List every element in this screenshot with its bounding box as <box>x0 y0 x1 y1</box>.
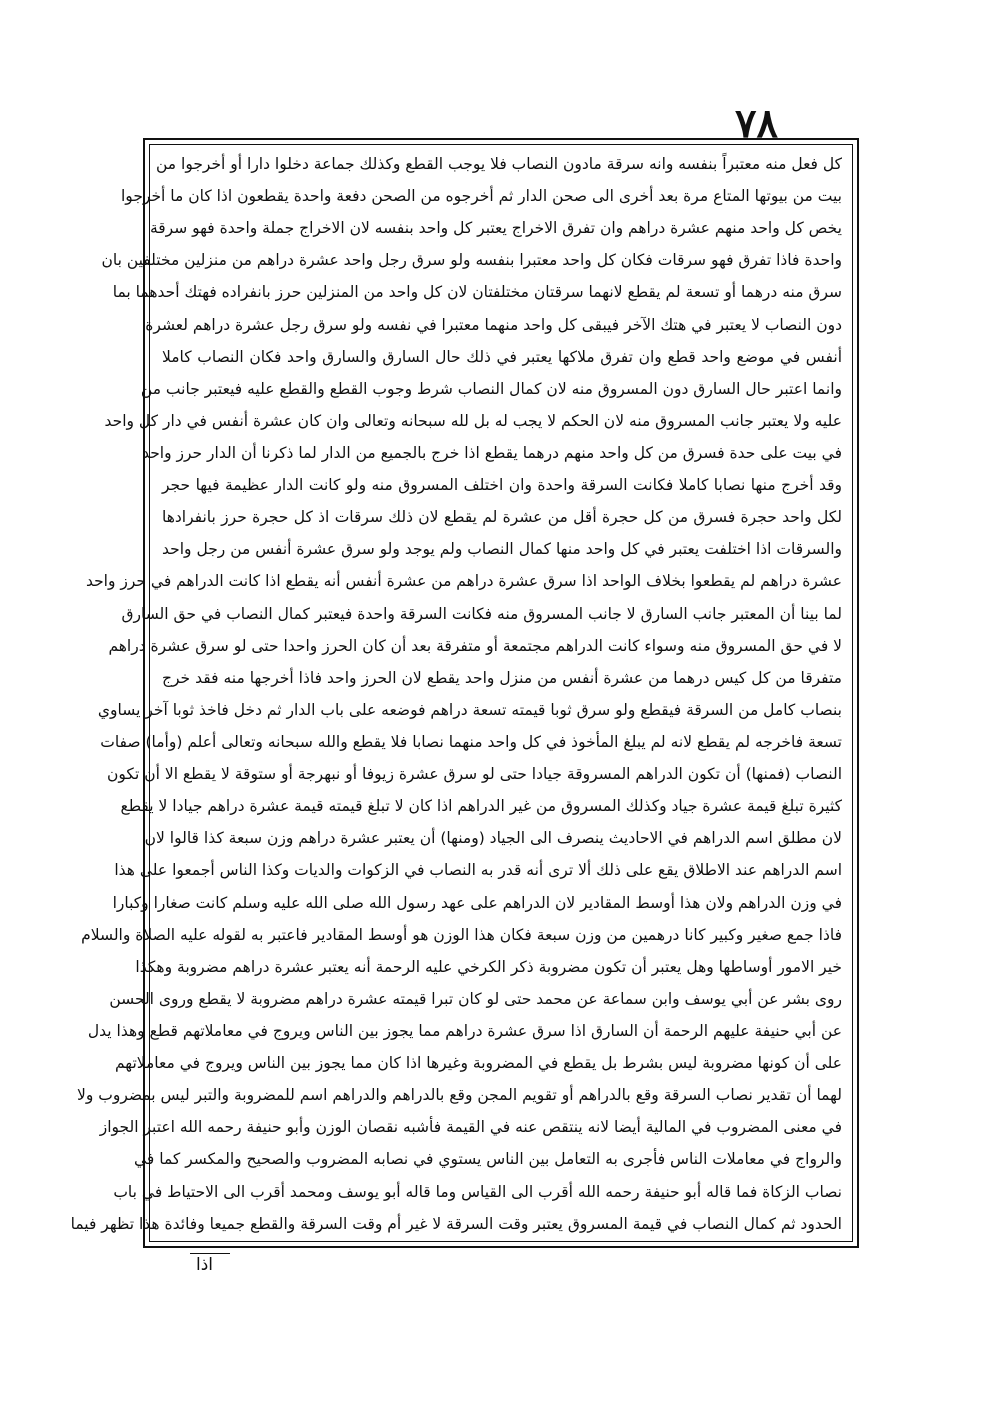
text-line: لا في حق المسروق منه وسواء كانت الدراهم مجتمعة أو متفرقة بعد أن كان الحرز واحدا حتى لو سرق عشرة دراهم <box>108 636 842 655</box>
text-line: واحدة فاذا تفرق فهو سرقات فكان كل واحد معتبرا بنفسه ولو سرق رجل واحد عشرة دراهم من منزلين مختلفين بان <box>101 251 842 270</box>
text-line: كل فعل منه معتبراً بنفسه وانه سرقة مادون النصاب فلا يوجب القطع وكذلك جماعة دخلوا دارا أو أخرجوا من <box>156 155 842 173</box>
text-line: أنفس في موضع واحد قطع وان تفرق ملاكها يعتبر في ذلك حال السارق والسارق واحد فكان النصاب كاملا <box>162 347 842 366</box>
text-line: عن أبي حنيفة عليهم الرحمة أن السارق اذا سرق عشرة دراهم مما يجوز بين الناس ويروج في معاملاتهم قطع وهذا يدل <box>87 1021 842 1040</box>
text-line: عشرة دراهم لم يقطعوا بخلاف الواحد اذا سرق عشرة دراهم من عشرة أنفس أنه يقطع اذا كانت الدراهم في حرز واحد <box>85 572 842 591</box>
text-line: في معنى المضروب في المالية أيضا لانه ينتقص عنه في القيمة فأشبه نقصان الوزن وأبو حنيفة رحمه الله اعتبر الجواز <box>99 1118 842 1137</box>
text-line: لكل واحد حجرة فسرق من كل حجرة أقل من عشرة لم يقطع لان ذلك سرقات اذ كل حجرة حرز بانفرادها <box>162 508 842 527</box>
text-line: بنصاب كامل من السرقة فيقطع ولو سرق ثوبا قيمته تسعة دراهم فوضعه على باب الدار ثم دخل فاخذ ثوبا آخر يساوي <box>97 700 842 719</box>
catchword: اذا <box>196 1255 214 1275</box>
text-line: اسم الدراهم عند الاطلاق يقع على ذلك ألا ترى أنه قدر به النصاب في الزكوات والديات وكذا الناس أجمعوا على هذا <box>114 861 842 880</box>
text-line: على أن كونها مضروبة ليس بشرط بل يقطع في المضروبة وغيرها اذا كان مما يجوز بين الناس ويروج في معاملاتهم <box>114 1054 842 1073</box>
text-line: خير الامور أوساطها وهل يعتبر أن تكون مضروبة ذكر الكرخي عليه الرحمة أنه يعتبر عشرة دراهم مضروبة وهكذا <box>135 957 842 976</box>
text-line: وانما اعتبر حال السارق دون المسروق منه لان كمال النصاب شرط وجوب القطع والقطع عليه فيعتبر جانب من <box>140 379 842 398</box>
text-line: روى بشر عن أبي يوسف وابن سماعة عن محمد حتى لو كان تبرا قيمته عشرة دراهم مضروبة لا يقطع وروى الحسن <box>109 989 842 1008</box>
text-line: وقد أخرج منها نصابا كاملا فكانت السرقة واحدة وان اختلف المسروق منه ولو كانت الدار عظيمة فيها حجر <box>162 476 842 495</box>
text-line: سرق منه درهما أو تسعة لم يقطع لانهما سرقتان مختلفتان لان كل واحد من المنزلين حرز بانفراده فهتك أحدهما بما <box>112 283 842 302</box>
text-line: نصاب الزكاة فما قاله أبو حنيفة رحمه الله أقرب الى القياس وما قاله أبو يوسف ومحمد أقرب الى الاحتياط في باب <box>113 1182 842 1201</box>
text-line: لهما أن تقدير نصاب السرقة وقع بالدراهم أو تقويم المجن وقع بالدراهم والدراهم اسم للمضروبة والتبر ليس بمضروب ولا <box>76 1086 842 1105</box>
text-line: النصاب (فمنها) أن تكون الدراهم المسروقة جيادا حتى لو سرق عشرة زيوفا أو نبهرجة أو ستوقة لا يقطع الا أن تكون <box>107 765 842 784</box>
body-text <box>70 152 842 1236</box>
text-line: لما بينا أن المعتبر جانب السارق لا جانب المسروق منه فكانت السرقة واحدة فيعتبر كمال النصاب في حق السارق <box>121 604 842 623</box>
text-line: الحدود ثم كمال النصاب في قيمة المسروق يعتبر وقت السرقة لا غير أم وقت السرقة والقطع جميعا وفائدة هذا تظهر فيما <box>70 1214 842 1233</box>
text-line: بيت من بيوتها المتاع مرة بعد أخرى الى صحن الدار ثم أخرجوه من الصحن دفعة واحدة يقطعون اذا كان ما أخرجوا <box>121 187 842 206</box>
text-line: فاذا جمع صغير وكبير كانا درهمين من وزن سبعة فكان هذا الوزن هو أوسط المقادير فاعتبر به لقوله عليه الصلاة والسلام <box>81 925 842 944</box>
text-line: والرواج في معاملات الناس فأجرى به التعامل بين الناس يستوي في نصابه المضروب والصحيح والمكسر كما في <box>133 1150 842 1169</box>
text-line: لان مطلق اسم الدراهم في الاحاديث ينصرف الى الجياد (ومنها) أن يعتبر عشرة دراهم وزن سبعة كذا قالوا لان <box>144 829 842 848</box>
text-line: في وزن الدراهم ولان هذا أوسط المقادير لان الدراهم على عهد رسول الله صلى الله عليه وسلم كانت صغارا وكبارا <box>112 893 842 912</box>
page-number: ٧٨ <box>735 100 778 147</box>
text-line: عليه ولا يعتبر جانب المسروق منه لان الحكم لا يجب له بل لله سبحانه وتعالى وان كان عشرة أنفس في دار كل واحد <box>104 411 842 430</box>
text-line: دون النصاب لا يعتبر في هتك الآخر فيبقى كل واحد منهما معتبرا في نفسه ولو سرق رجل عشرة دراهم لعشرة <box>145 315 842 334</box>
text-line: في بيت على حدة فسرق من كل واحد منهم درهما يقطع اذا خرج بالجميع من الدار لما ذكرنا أن الدار حرز واحد <box>142 443 842 462</box>
text-line: متفرقا من كل كيس درهما من عشرة أنفس من منزل واحد يقطع لان الحرز واحد فاذا أخرجها منه فقد خرج <box>162 668 842 687</box>
text-line: تسعة فاخرجه لم يقطع لانه لم يبلغ المأخوذ في كل واحد منهما نصابا فلا يقطع والله سبحانه وتعالى أعلم (وأما) صفات <box>100 732 842 751</box>
text-line: يخص كل واحد منهم عشرة دراهم وان تفرق الاخراج يعتبر كل واحد بنفسه لان الاخراج جملة واحدة فهو سرقة <box>149 219 842 238</box>
text-line: كثيرة تبلغ قيمة عشرة جياد وكذلك المسروق من غير الدراهم اذا كان لا تبلغ قيمته قيمة عشرة دراهم جيادا لا يقطع <box>120 797 842 816</box>
text-line: والسرقات اذا اختلفت يعتبر في كل واحد منها كمال النصاب ولم يوجد ولو سرق عشرة أنفس من رجل واحد <box>162 540 842 559</box>
